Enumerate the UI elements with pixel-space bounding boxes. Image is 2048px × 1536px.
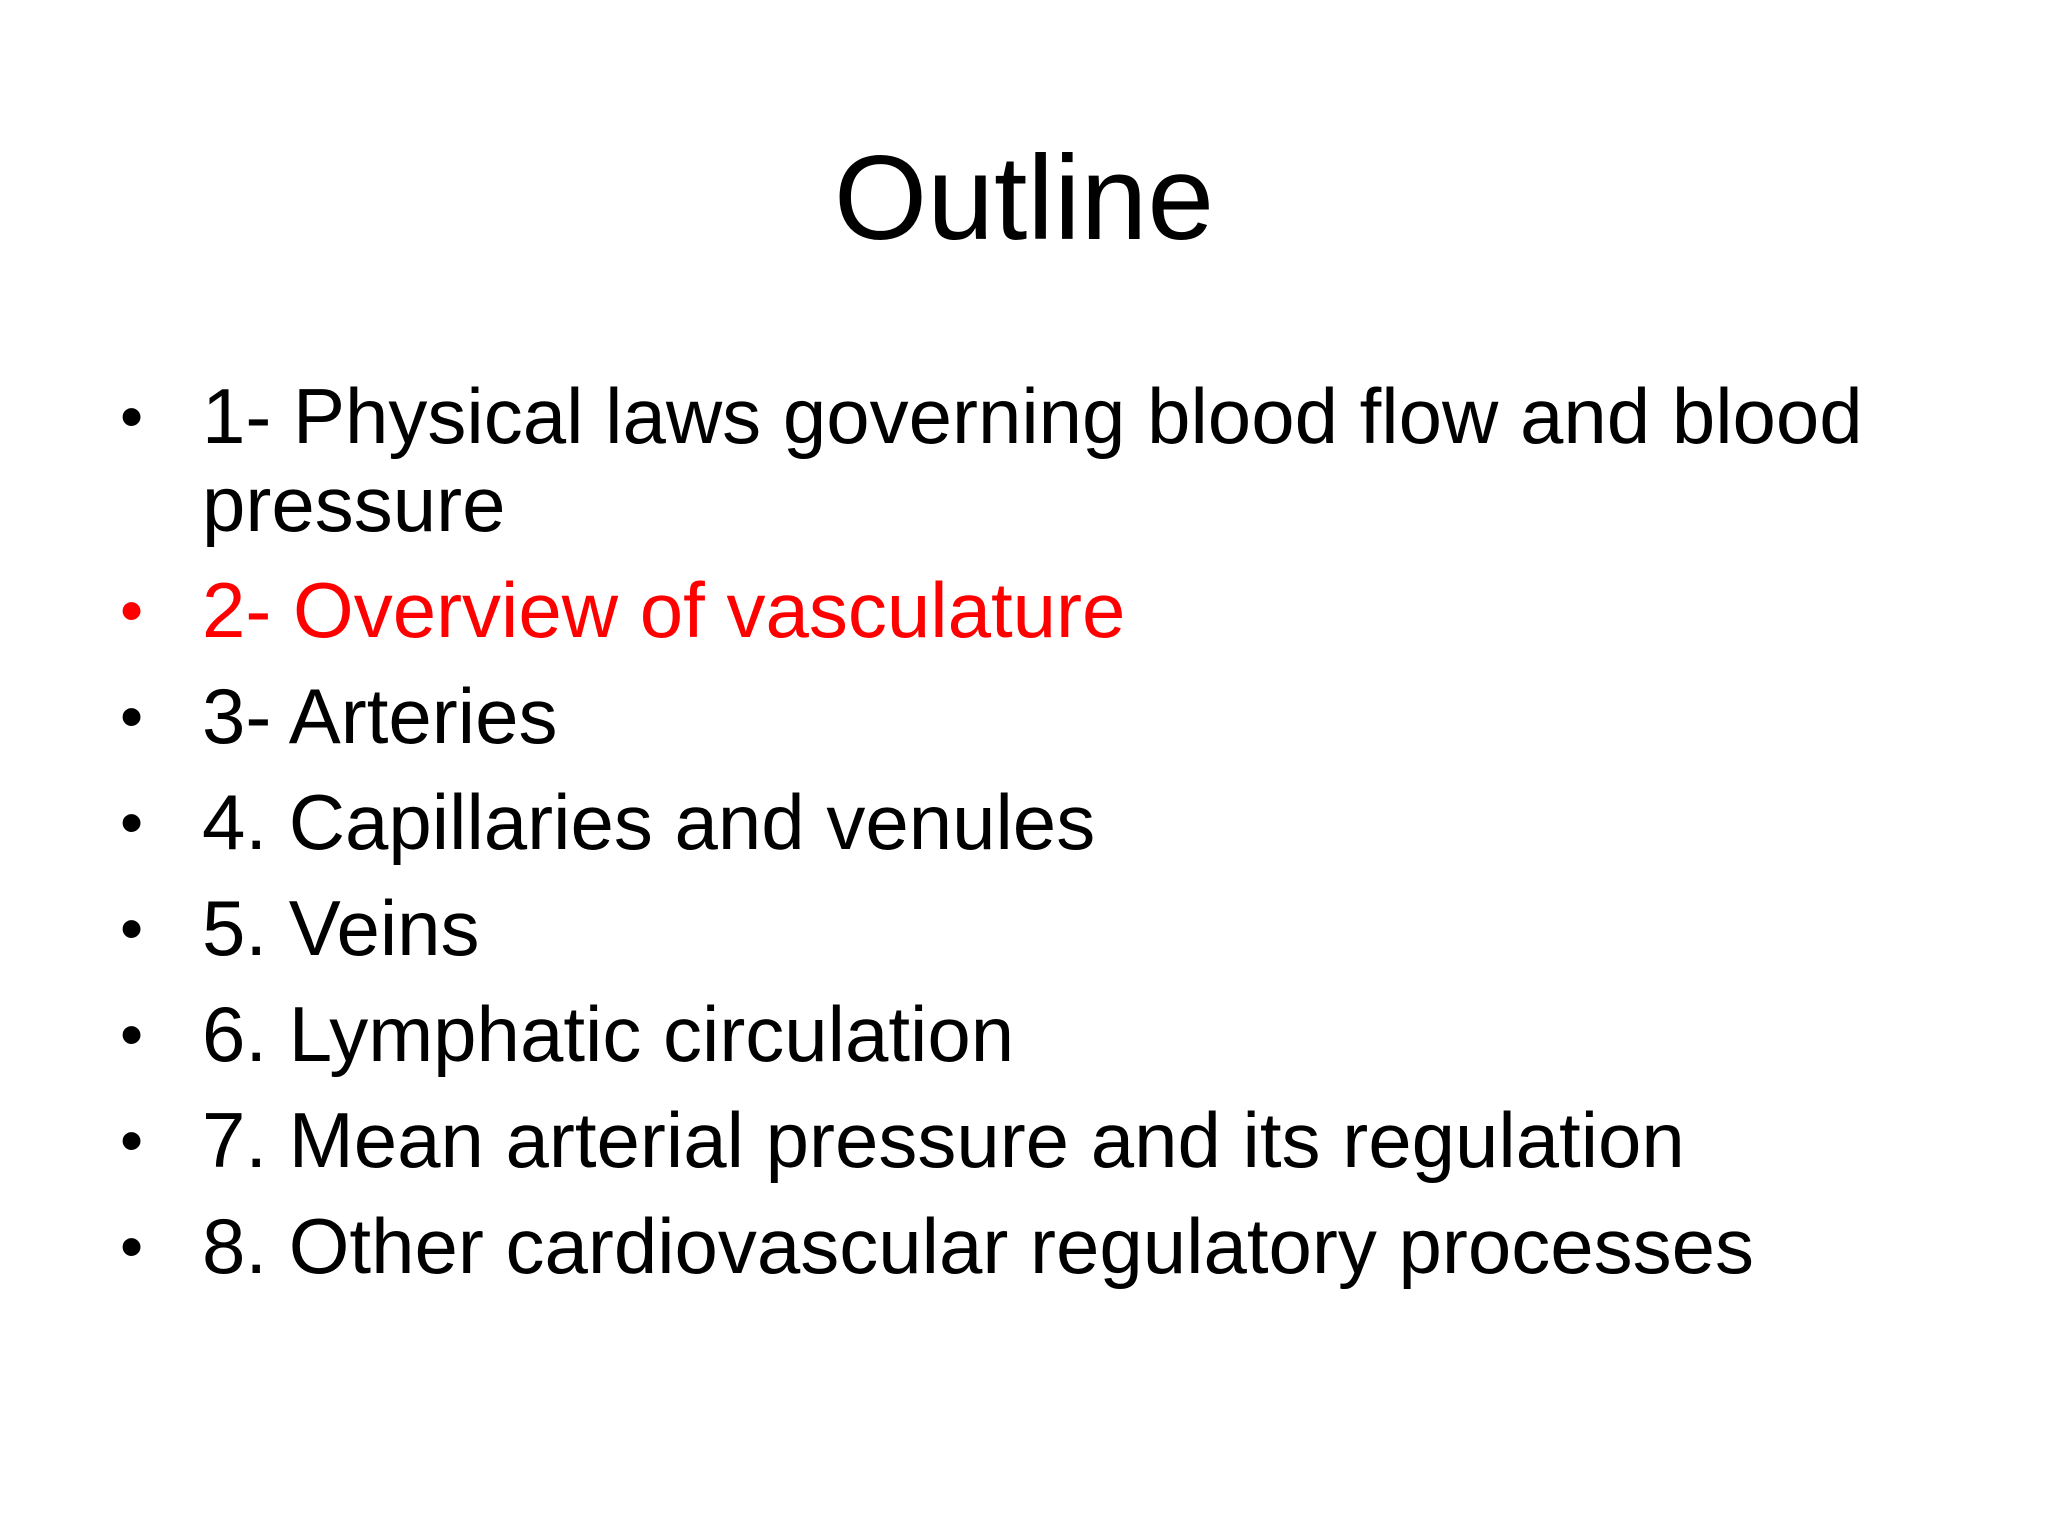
bullet-icon: •: [120, 997, 144, 1071]
outline-item-8: [120, 1202, 1960, 1290]
outline-item-text: 6. Lymphatic circulation: [202, 990, 1015, 1078]
bullet-icon: •: [120, 573, 144, 647]
outline-item-2: [120, 566, 1960, 654]
outline-item-text: 4. Capillaries and venules: [202, 778, 1096, 866]
bullet-icon: •: [120, 891, 144, 965]
outline-list: [120, 372, 1960, 1308]
outline-item-text: 3- Arteries: [202, 672, 558, 760]
outline-item-4: [120, 778, 1960, 866]
outline-item-text: 5. Veins: [202, 884, 480, 972]
outline-item-text: 7. Mean arterial pressure and its regulation: [202, 1096, 1685, 1184]
outline-item-7: [120, 1096, 1960, 1184]
outline-item-1: [120, 372, 1960, 548]
bullet-icon: •: [120, 679, 144, 753]
slide-title: Outline: [833, 131, 1215, 265]
outline-item-text: 8. Other cardiovascular regulatory processes: [202, 1202, 1755, 1290]
outline-item-3: [120, 672, 1960, 760]
bullet-icon: •: [120, 1209, 144, 1283]
outline-item-6: [120, 990, 1960, 1078]
outline-item-5: [120, 884, 1960, 972]
bullet-icon: •: [120, 785, 144, 859]
bullet-icon: •: [120, 1103, 144, 1177]
bullet-icon: •: [120, 379, 144, 453]
outline-item-text: 1- Physical laws governing blood flow and blood pressure: [202, 372, 1863, 548]
outline-item-text: 2- Overview of vasculature: [202, 566, 1126, 654]
